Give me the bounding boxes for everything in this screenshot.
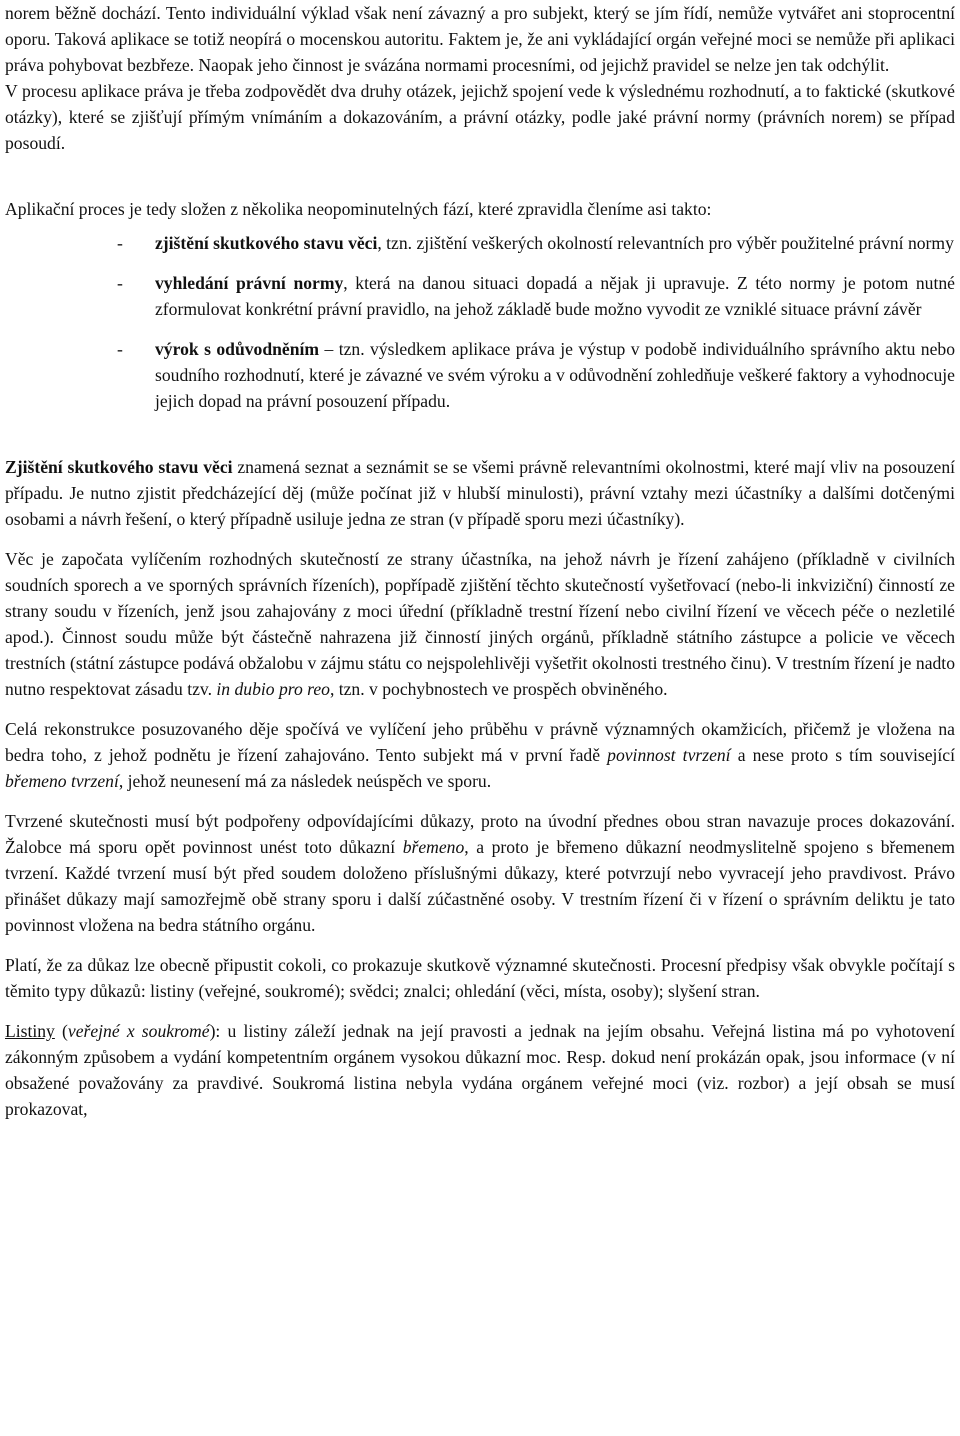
list-item (5, 336, 955, 414)
phase-text: , tzn. zjištění veškerých okolností relevantních pro výběr použitelné právní normy (377, 233, 954, 253)
text-span: ( (54, 1021, 68, 1041)
latin-phrase: in dubio pro reo (216, 679, 330, 699)
list-dash: - (117, 273, 123, 293)
term-burden-of-allegation-duty: povinnost tvrzení (607, 745, 731, 765)
spacer (5, 414, 955, 454)
fact-finding-paragraph (5, 454, 955, 532)
process-paragraph: V procesu aplikace práva je třeba zodpovědět dva druhy otázek, jejichž spojení vede k výslednému rozhodnutí, a to faktické (skutkové otázky), které se zjišťují přímým vnímáním a dokazováním, a právní otázky, podle jaké právní normy (právních norem) se případ posoudí. (5, 81, 955, 153)
intro-paragraph: norem běžně dochází. Tento individuální výklad však není závazný a pro subjekt, který se jím řídí, nemůže vytvářet ani stoprocentní oporu. Taková aplikace se totiž neopírá o mocenskou autoritu. Faktem je, že ani vykládající orgán veřejné moci se nemůže při aplikaci práva pohybovat bezbřeze. Naopak jeho činnost je svázána normami procesními, od jejichž pravidel se nelze jen tak odchýlit. (5, 3, 955, 75)
spacer (5, 1004, 955, 1018)
list-item (5, 230, 955, 256)
text-span: , a proto je břemeno důkazní neodmyslitelně spojeno s břemenem tvrzení. Každé tvrzení musí být před soudem doloženo příslušnými důkazy, které potvrzují nebo vyvracejí jeho pravdivost. Právo přinášet důkazy mají samozřejmě obě strany sporu i další zúčastněné osoby. V trestním řízení či v řízení o správním deliktu je tato povinnost vložena na bedra státního orgánu. (5, 837, 955, 935)
reconstruction-paragraph (5, 716, 955, 794)
text-span: a nese proto s tím související (730, 745, 956, 765)
fact-finding-term: Zjištění skutkového stavu věci (5, 457, 233, 477)
text-span: ): u listiny záleží jednak na její pravosti a jednak na jejím obsahu. Veřejná listina má po vyhotovení zákonným způsobem a vydání kompetentním orgánem vysokou důkazní moc. Resp. dokud není prokázán opak, jsou informace (v ní obsažené považovány za pravdivé. Soukromá listina nebyla vydána orgánem veřejné moci (viz. rozbor) a její obsah se musí prokazovat, (5, 1021, 955, 1119)
spacer (5, 156, 955, 196)
phases-intro-paragraph: Aplikační proces je tedy složen z několika neopominutelných fází, které zpravidla členíme asi takto: (5, 199, 712, 219)
evidence-types-paragraph: Platí, že za důkaz lze obecně připustit cokoli, co prokazuje skutkově významné skutečnosti. Procesní předpisy však obvykle počítají s těmito typy důkazů: listiny (veřejné, soukromé); svědci; znalci; ohledání (věci, místa, osoby); slyšení stran. (5, 955, 955, 1001)
term-burden: břemeno (402, 837, 465, 857)
term-public-private: veřejné x soukromé (67, 1021, 210, 1041)
list-dash: - (117, 339, 123, 359)
spacer (5, 532, 955, 546)
document-page (5, 0, 955, 1122)
evidence-paragraph (5, 808, 955, 938)
spacer (5, 702, 955, 716)
phase-title: vyhledání právní normy (155, 273, 344, 293)
case-start-text: Věc je započata vylíčením rozhodných skutečností ze strany účastníka, na jehož návrh je řízení zahájeno (příkladně v civilních soudních sporech a ve sporných správních řízeních), popřípadě zjištění těchto skutečností vyšetřovací (nebo-li inkviziční) činností ze strany soudu v řízeních, jenž jsou zahajovány z moci úřední (příkladně trestní řízení nebo civilní řízení ve věcech péče o nezletilé apod.). Činnost soudu může být částečně nahrazena již činností jiných orgánů, příkladně státního zástupce a policie ve věcech trestních (státní zástupce podává obžalobu v zájmu státu co nejspolehlivěji vyšetřit okolnosti trestného činu). V trestním řízení je nadto nutno respektovat zásadu tzv. (5, 549, 955, 699)
case-start-paragraph (5, 546, 955, 702)
phase-title: zjištění skutkového stavu věci (155, 233, 378, 253)
fact-finding-text: znamená seznat a seznámit se se všemi právně relevantními okolnostmi, které mají vliv na posouzení případu. Je nutno zjistit předcházející děj (může počínat již v hlubší minulosti), právní vztahy mezi účastníky a dalšími dotčenými osobami a návrh řešení, o který případně usiluje jedna ze stran (v případě sporu mezi účastníky). (5, 457, 956, 529)
spacer (5, 794, 955, 808)
term-burden-of-allegation: břemeno tvrzení (5, 771, 119, 791)
text-span: Tvrzené skutečnosti musí být podpořeny odpovídajícími důkazy, proto na úvodní přednes obou stran navazuje proces dokazování. Žalobce má sporu opět povinnost unést toto důkazní (5, 811, 955, 857)
list-dash: - (117, 233, 123, 253)
phase-text: , která na danou situaci dopadá a nějak ji upravuje. Z této normy je potom nutné zformulovat konkrétní právní pravidlo, na jehož základě bude možno vyvodit ze vzniklé situace právní závěr (155, 273, 955, 319)
list-item (5, 270, 955, 322)
phase-title: výrok s odůvodněním (155, 339, 320, 359)
case-start-end: , tzn. v pochybnostech ve prospěch obviněného. (329, 679, 668, 699)
documents-paragraph (5, 1018, 955, 1122)
phase-text: – tzn. výsledkem aplikace práva je výstup v podobě individuálního správního aktu nebo soudního rozhodnutí, které je závazné ve svém výroku a v odůvodnění zohledňuje veškeré faktory a vyhodnocuje jejich dopad na právní posouzení případu. (155, 339, 956, 411)
text-span: Celá rekonstrukce posuzovaného děje spočívá ve vylíčení jeho průběhu v právně významných okamžicích, přičemž je vložena na bedra toho, z jehož podnětu je řízení zahajováno. Tento subjekt má v první řadě (5, 719, 955, 765)
text-span: , jehož neunesení má za následek neúspěch ve sporu. (118, 771, 492, 791)
phases-list (5, 230, 955, 414)
term-documents: Listiny (5, 1021, 55, 1041)
spacer (5, 938, 955, 952)
